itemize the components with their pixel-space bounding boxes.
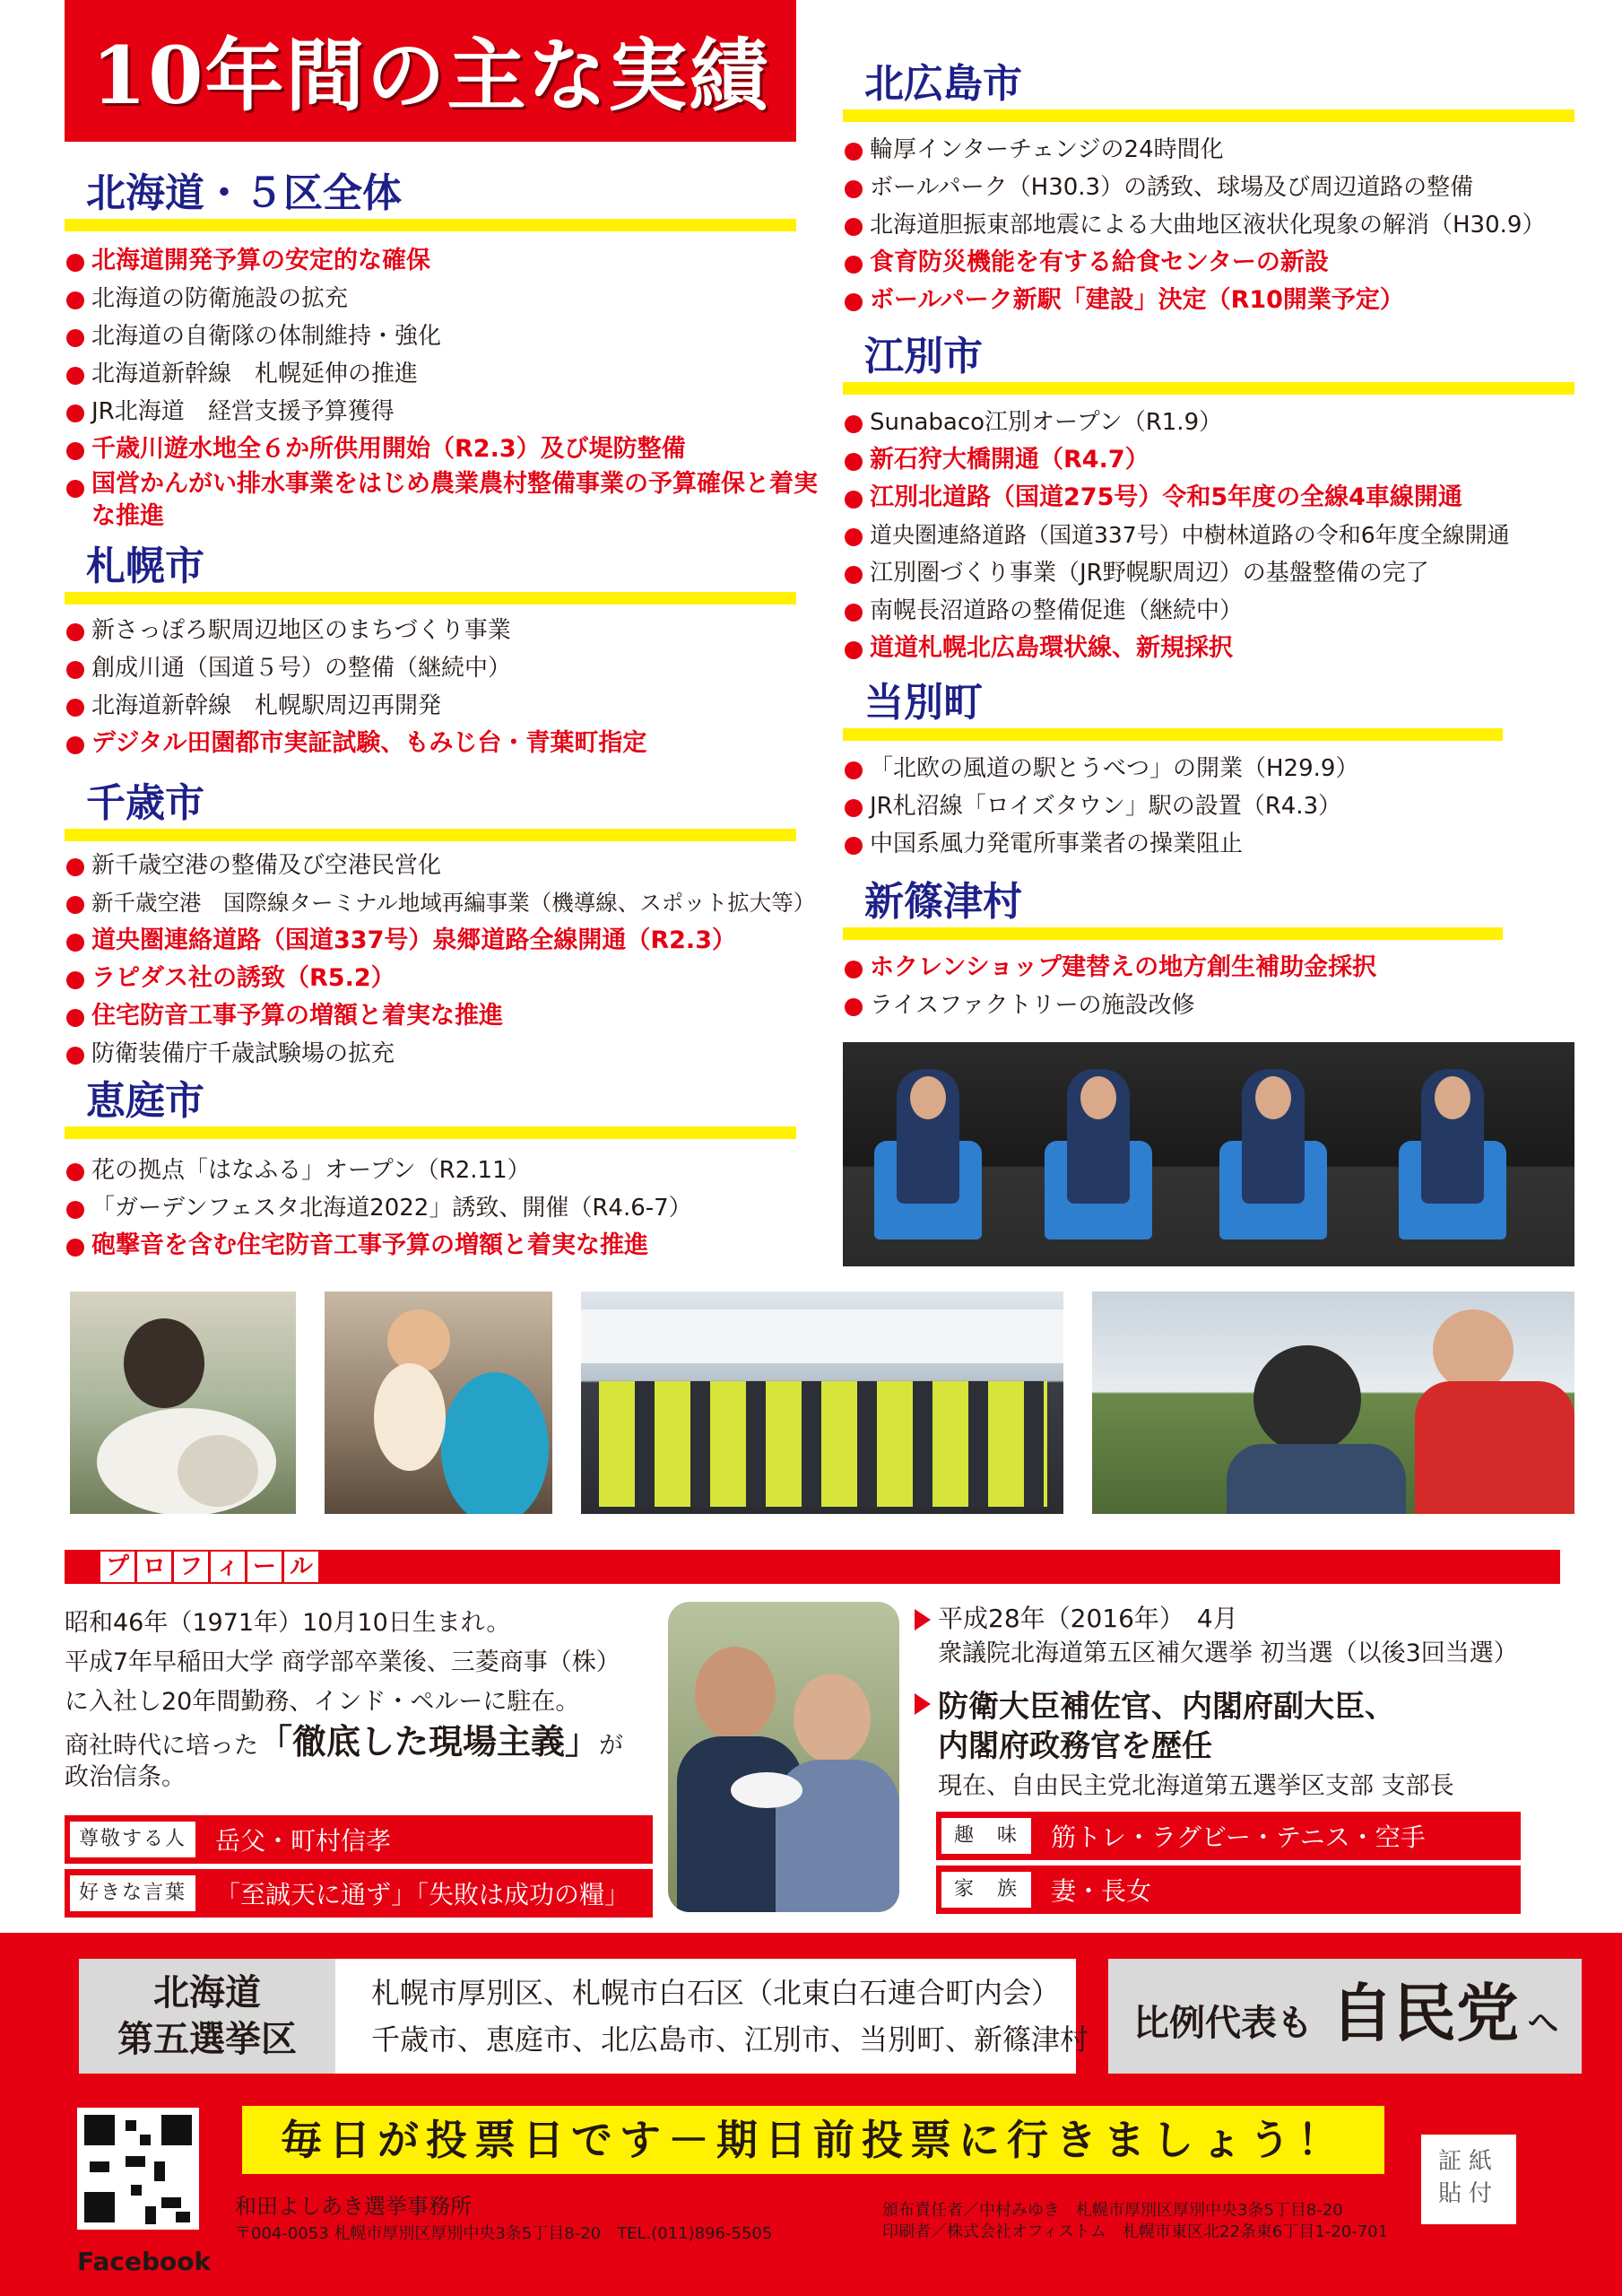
list-item: 「北欧の風道の駅とうべつ」の開業（H29.9）: [843, 750, 1596, 787]
words-value: 「至誠天に通ず」「失敗は成功の糧」: [215, 1880, 630, 1909]
section-heading: 新篠津村: [864, 879, 1022, 925]
list-item: 江別北道路（国道275号）令和5年度の全線4車線開通: [843, 479, 1596, 517]
hobby-label: 趣 味: [941, 1818, 1031, 1854]
footer: [0, 1933, 1622, 2296]
list-sapporo: [65, 612, 809, 762]
photo-construction-site: [1092, 1292, 1574, 1514]
section-heading: 北広島市: [864, 61, 1022, 107]
printer: 印刷者／株式会社オフィストム 札幌市東区北22条東6丁目1-20-701: [882, 2222, 1389, 2241]
profile-header: [65, 1550, 1560, 1584]
bio-birth: 昭和46年（1971年）10月10日生まれ。: [65, 1609, 511, 1637]
bio-belief: 商社時代に培った「徹底した現場主義」が: [65, 1722, 624, 1761]
section-heading: 札幌市: [86, 544, 204, 589]
section-chitose: [65, 778, 796, 841]
section-eniwa: [65, 1076, 796, 1139]
list-item: 住宅防音工事予算の増額と着実な推進: [65, 997, 809, 1035]
section-heading: 江別市: [864, 334, 983, 379]
list-item: ホクレンショップ建替えの地方創生補助金採択: [843, 949, 1596, 987]
list-item: 花の拠点「はなふる」オープン（R2.11）: [65, 1152, 809, 1189]
proportional-vote: 比例代表も 自民党 へ: [1108, 1959, 1582, 2074]
list-chitose: [65, 847, 816, 1073]
list-item: 北海道開発予算の安定的な確保: [65, 242, 809, 280]
list-item: 北海道新幹線 札幌延伸の推進: [65, 355, 809, 393]
list-eniwa: [65, 1152, 809, 1265]
district-box: [79, 1959, 1089, 2074]
list-item: 食育防災機能を有する給食センターの新設: [843, 244, 1596, 282]
list-item: 創成川通（国道５号）の整備（継続中）: [65, 649, 809, 687]
list-hokkaido: [65, 242, 818, 533]
words-label: 好きな言葉: [70, 1875, 195, 1911]
list-item: 千歳川遊水地全６か所供用開始（R2.3）及び堤防整備: [65, 430, 809, 468]
heading-underline: [65, 829, 796, 841]
profile-char: ロ: [137, 1552, 171, 1582]
photo-candidate-couple: [668, 1602, 899, 1912]
bio-belief-end: 政治信条。: [65, 1763, 186, 1791]
heading-underline: [65, 1126, 796, 1139]
district-label: 北海道 第五選挙区: [79, 1959, 335, 2074]
profile-char: フ: [174, 1552, 208, 1582]
section-kitahiroshima: [843, 59, 1574, 122]
photo-festival: [325, 1292, 552, 1514]
family-label: 家 族: [941, 1872, 1031, 1908]
list-item: ライスファクトリーの施設改修: [843, 987, 1596, 1024]
list-item: 南幌長沼道路の整備促進（継続中）: [843, 592, 1596, 630]
list-item: 新さっぽろ駅周辺地区のまちづくり事業: [65, 612, 809, 649]
list-item: Sunabaco江別オープン（R1.9）: [843, 404, 1596, 441]
profile-char: プ: [100, 1552, 134, 1582]
hobby-row: [936, 1812, 1521, 1860]
career-posts: 防衛大臣補佐官、内閣府副大臣、: [938, 1686, 1395, 1727]
photo-goat: [70, 1292, 296, 1514]
list-kitahiroshima: [843, 131, 1596, 319]
career-current: 現在、自由民主党北海道第五選挙区支部 支部長: [938, 1772, 1454, 1800]
office-name: 和田よしあき選挙事務所: [235, 2194, 472, 2219]
profile-tab: [100, 1550, 318, 1584]
list-ebetsu: [843, 404, 1596, 667]
list-item: ラピダス社の誘致（R5.2）: [65, 960, 809, 997]
heading-underline: [843, 728, 1503, 741]
profile-char: ィ: [211, 1552, 245, 1582]
list-item: 道央圏連絡道路（国道337号）中樹林道路の令和6年度全線開通: [843, 517, 1596, 554]
list-item: 北海道胆振東部地震による大曲地区液状化現象の解消（H30.9）: [843, 206, 1596, 244]
list-item: デジタル田園都市実証試験、もみじ台・青葉町指定: [65, 725, 809, 762]
section-heading: 北海道・５区全体: [86, 170, 402, 216]
respect-row: [65, 1815, 653, 1864]
family-row: [936, 1866, 1521, 1914]
words-row: [65, 1869, 653, 1918]
list-item: JR札沼線「ロイズタウン」駅の設置（R4.3）: [843, 787, 1596, 825]
list-item: 新千歳空港の整備及び空港民営化: [65, 847, 809, 884]
district-areas-1: 札幌市厚別区、札幌市白石区（北東白石連合町内会）: [371, 1976, 1061, 2010]
section-heading: 千歳市: [86, 780, 204, 826]
slogan-banner: 毎日が投票日です－期日前投票に行きましょう！: [242, 2106, 1384, 2174]
list-tobetsu: [843, 750, 1596, 863]
photo-airport: [581, 1292, 1063, 1514]
list-item: 江別圏づくり事業（JR野幌駅周辺）の基盤整備の完了: [843, 554, 1596, 592]
section-hokkaido: [65, 169, 796, 231]
list-item: 道道札幌北広島環状線、新規採択: [843, 630, 1596, 667]
page-title: 10年間の主な実績: [65, 0, 796, 142]
hobby-value: 筋トレ・ラグビー・テニス・空手: [1051, 1822, 1426, 1852]
list-item: 新石狩大橋開通（R4.7）: [843, 441, 1596, 479]
bio-career: に入社し20年間勤務、インド・ペルーに駐在。: [65, 1688, 580, 1716]
profile-char: ル: [284, 1552, 318, 1582]
section-sapporo: [65, 542, 796, 604]
list-item: 中国系風力発電所事業者の操業阻止: [843, 825, 1596, 863]
distributor: 頒布責任者／中村みゆき 札幌市厚別区厚別中央3条5丁目8-20: [882, 2201, 1343, 2220]
list-item: 防衛装備庁千歳試験場の拡充: [65, 1035, 809, 1073]
heading-underline: [843, 109, 1574, 122]
section-ebetsu: [843, 332, 1574, 395]
district-areas-2: 千歳市、恵庭市、北広島市、江別市、当別町、新篠津村: [371, 2022, 1089, 2057]
list-item: 砲撃音を含む住宅防音工事予算の増額と着実な推進: [65, 1227, 809, 1265]
list-item: 北海道新幹線 札幌駅周辺再開発: [65, 687, 809, 725]
respect-label: 尊敬する人: [70, 1822, 195, 1857]
list-shinshinotsu: [843, 949, 1596, 1024]
heading-underline: [65, 592, 796, 604]
career-first-elected: 平成28年（2016年） 4月: [938, 1602, 1238, 1636]
office-address: 〒004-0053 札幌市厚別区厚別中央3条5丁目8-20 TEL.(011)896-5505: [235, 2224, 773, 2243]
heading-underline: [843, 382, 1574, 395]
section-heading: 当別町: [864, 680, 983, 726]
heading-underline: [65, 219, 796, 231]
list-item: JR北海道 経営支援予算獲得: [65, 393, 809, 430]
photo-panel-discussion: [843, 1042, 1574, 1266]
family-value: 妻・長女: [1051, 1876, 1152, 1906]
list-item: 輪厚インターチェンジの24時間化: [843, 131, 1596, 169]
list-item: 新千歳空港 国際線ターミナル地域再編事業（機導線、スポット拡大等）: [65, 884, 809, 922]
list-item: 道央圏連絡道路（国道337号）泉郷道路全線開通（R2.3）: [65, 922, 809, 960]
qr-code[interactable]: [77, 2108, 199, 2230]
list-item: ボールパーク新駅「建設」決定（R10開業予定）: [843, 282, 1596, 319]
section-shinshinotsu: [843, 877, 1503, 940]
list-item: 「ガーデンフェスタ北海道2022」誘致、開催（R4.6-7）: [65, 1189, 809, 1227]
list-item: 北海道の自衛隊の体制維持・強化: [65, 317, 809, 355]
respect-value: 岳父・町村信孝: [215, 1826, 392, 1856]
bio-education: 平成7年早稲田大学 商学部卒業後、三菱商事（株）: [65, 1648, 620, 1676]
section-heading: 恵庭市: [86, 1078, 204, 1124]
facebook-label: Facebook: [77, 2247, 212, 2276]
heading-underline: [843, 927, 1503, 940]
stamp-box: 証紙 貼付: [1421, 2135, 1516, 2224]
career-by-election: 衆議院北海道第五区補欠選挙 初当選（以後3回当選）: [938, 1639, 1518, 1667]
list-item: 北海道の防衛施設の拡充: [65, 280, 809, 317]
list-item: ボールパーク（H30.3）の誘致、球場及び周辺道路の整備: [843, 169, 1596, 206]
career-posts-cont: 内閣府政務官を歴任: [938, 1728, 1212, 1764]
list-item: 国営かんがい排水事業をはじめ農業農村整備事業の予算確保と着実な推進: [65, 468, 827, 533]
section-tobetsu: [843, 678, 1503, 741]
profile-char: ー: [247, 1552, 282, 1582]
